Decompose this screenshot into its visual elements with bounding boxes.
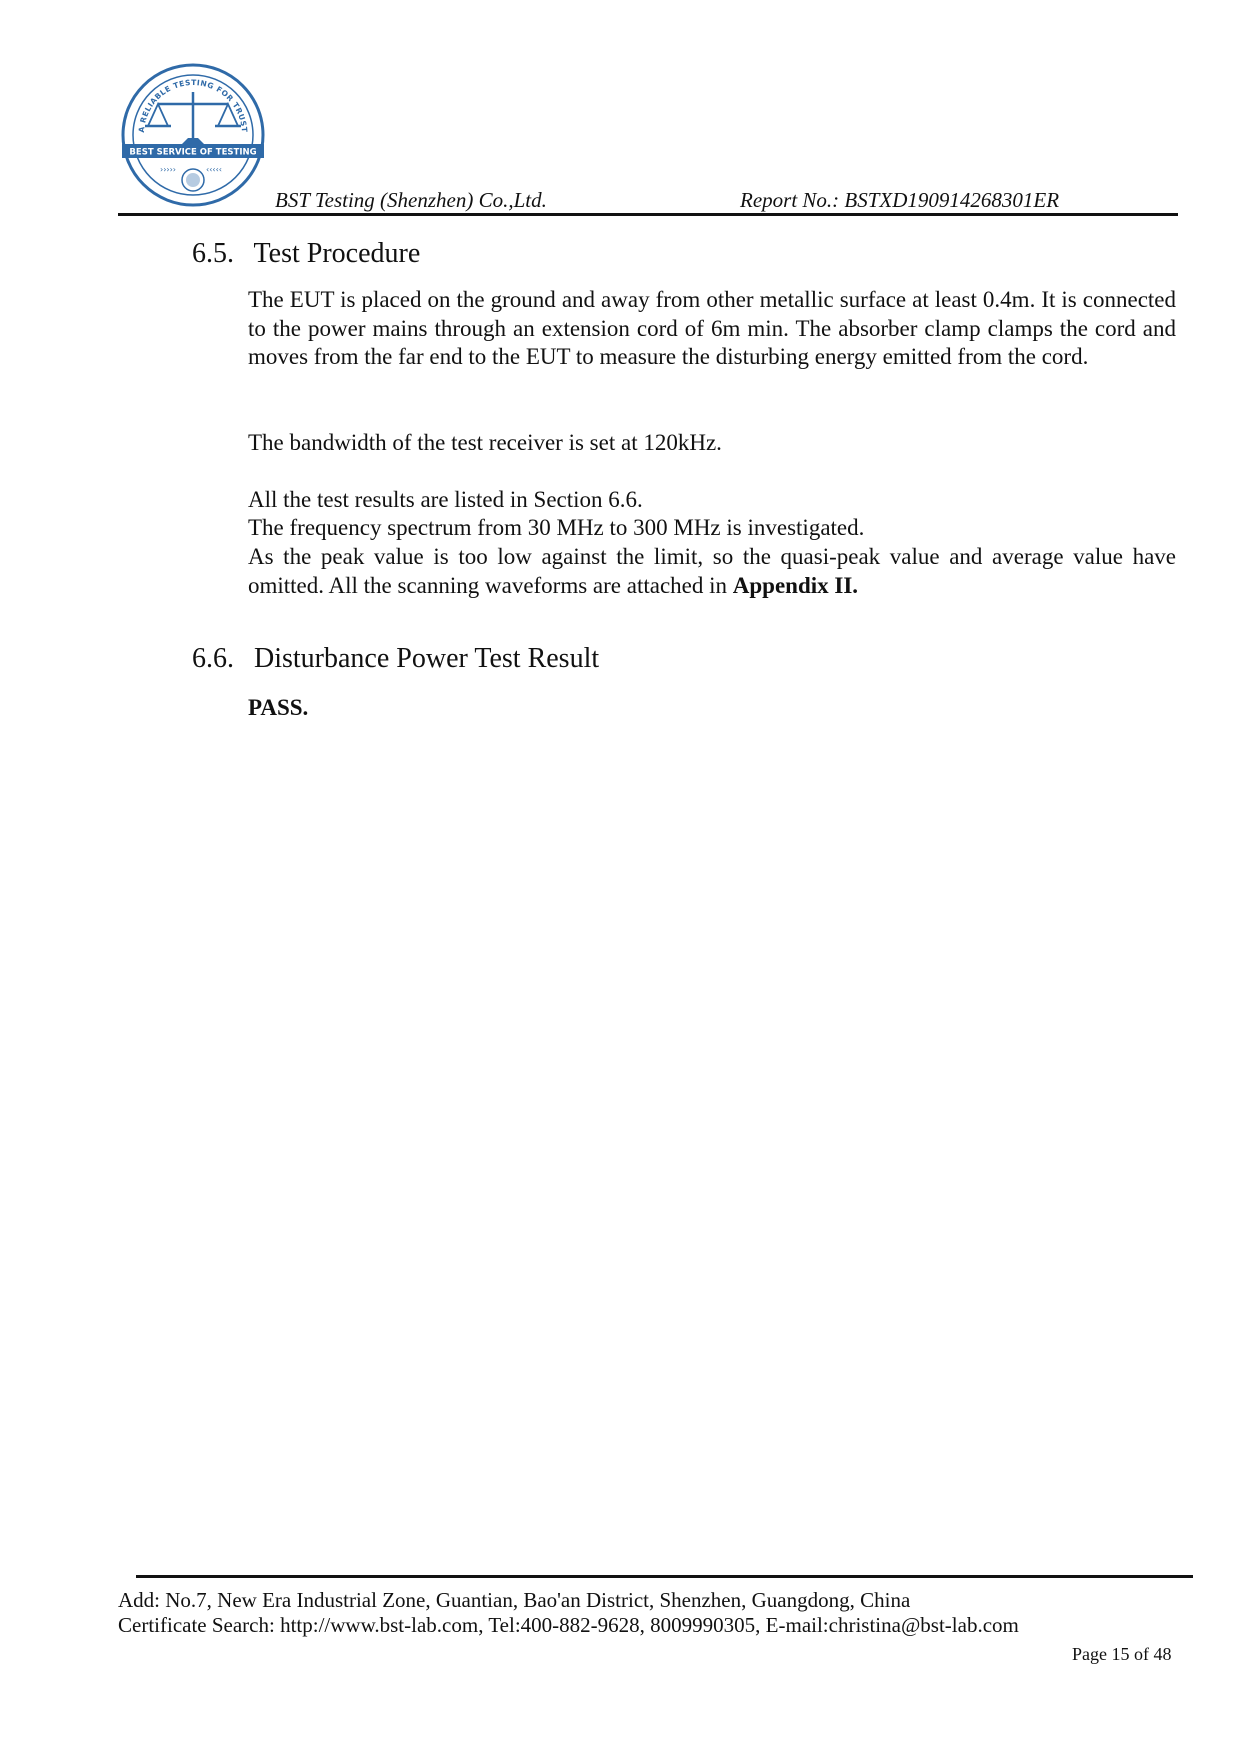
section-number: 6.5. <box>192 238 234 269</box>
appendix-reference: Appendix II. <box>732 572 859 598</box>
frequency-range-line: The frequency spectrum from 30 MHz to 300 MHz is investigated. <box>248 515 865 540</box>
procedure-paragraph: The EUT is placed on the ground and away from other metallic surface at least 0.4m. It is connected to the power mains through an extension cord of 6m min. The absorber clamp clamps the cord and moves from the far end to the EUT to measure the disturbing energy emitted from the cord. <box>248 287 1176 369</box>
section-title: Disturbance Power Test Result <box>254 643 600 674</box>
company-name: BST Testing (Shenzhen) Co.,Ltd. <box>275 188 547 212</box>
footer-address: Add: No.7, New Era Industrial Zone, Guantian, Bao'an District, Shenzhen, Guangdong, China <box>118 1588 911 1612</box>
header-divider <box>118 213 1178 216</box>
section-number: 6.6. <box>192 643 234 674</box>
logo-arc-text: A RELIABLE TESTING FOR TRUST <box>136 77 250 133</box>
svg-text:›››››: ››››› <box>160 165 176 174</box>
peak-value-paragraph <box>248 543 1176 600</box>
peak-value-text: As the peak value is too low against the limit, so the quasi-peak value and average value have omitted. All the scanning waveforms are attached in <box>248 544 1176 598</box>
svg-text:‹‹‹‹‹: ‹‹‹‹‹ <box>206 165 222 174</box>
footer-divider <box>136 1575 1193 1578</box>
logo-band-text: BEST SERVICE OF TESTING <box>129 147 257 158</box>
section-6-5-heading <box>192 238 420 270</box>
footer-contact: Certificate Search: http://www.bst-lab.com, Tel:400-882-9628, 8009990305, E-mail:christina@bst-lab.com <box>118 1613 1019 1637</box>
bst-logo <box>120 62 266 208</box>
bandwidth-paragraph: The bandwidth of the test receiver is set at 120kHz. <box>248 430 722 455</box>
report-number: Report No.: BSTXD190914268301ER <box>740 188 1060 212</box>
results-location-line: All the test results are listed in Section 6.6. <box>248 487 643 512</box>
test-result: PASS. <box>248 695 309 720</box>
section-6-6-heading <box>192 643 599 675</box>
page-number: Page 15 of 48 <box>1072 1644 1172 1664</box>
section-title: Test Procedure <box>253 238 421 269</box>
